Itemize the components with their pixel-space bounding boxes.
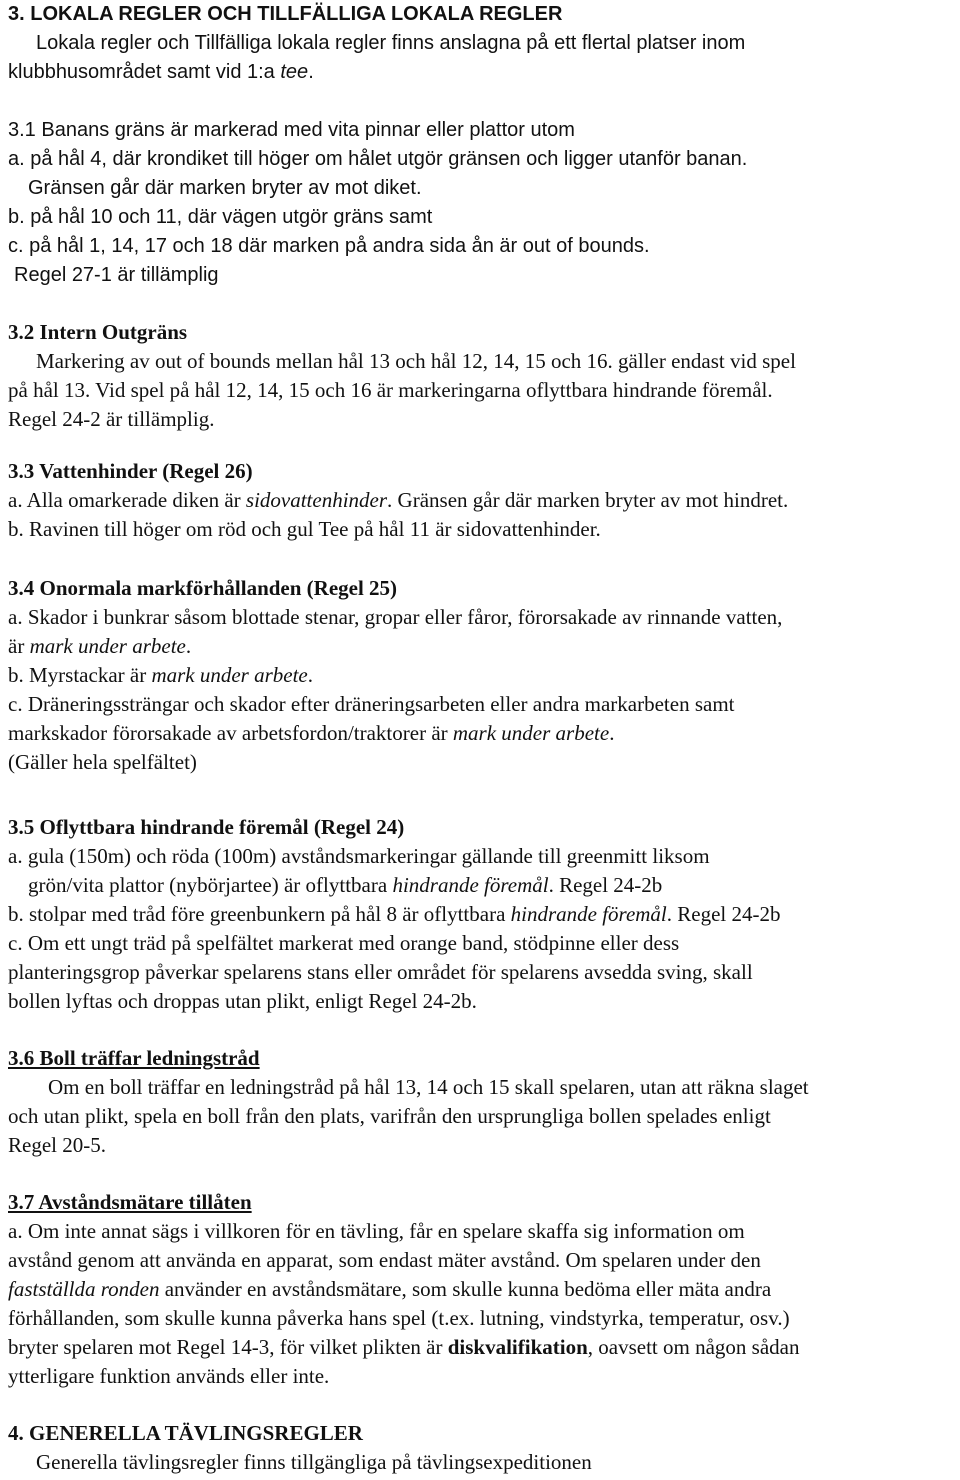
rule-3-4-item-b: b. Myrstackar är mark under arbete. [8,663,314,687]
rule-3-1-item-b: b. på hål 10 och 11, där vägen utgör gräns samt [8,206,433,228]
rule-3-7-line-3: fastställda ronden använder en avståndsmätare, som skulle kunna bedöma eller mäta andra [8,1277,772,1301]
rule-3-7-line-6: ytterligare funktion används eller inte. [8,1364,330,1388]
rule-3-1-heading: 3.1 Banans gräns [8,119,165,141]
rule-3-5-item-a: a. gula (150m) och röda (100m) avståndsmarkeringar gällande till greenmitt liksom [8,844,710,868]
rule-3-7-line-2: avstånd genom att använda en apparat, som endast mäter avstånd. Om spelaren under den [8,1248,761,1272]
rule-3-5-item-c-line-2: planteringsgrop påverkar spelarens stans eller området för spelarens avsedda sving, skall [8,960,753,984]
rule-3-1-item-a: a. på hål 4, där krondiket till höger om hålet utgör gränsen och ligger utanför banan. [8,148,748,170]
rule-3-6-line-3: Regel 20-5. [8,1133,106,1157]
rule-3-2-line-2: på hål 13. Vid spel på hål 12, 14, 15 och 16 är markeringarna oflyttbara hindrande föremål. [8,378,773,402]
rule-3-5-item-c-line-3: bollen lyftas och droppas utan plikt, enligt Regel 24-2b. [8,989,477,1013]
section-3-intro-line-2: klubbhusområdet samt vid 1:a tee. [8,61,314,83]
rule-3-2-line-3: Regel 24-2 är tillämplig. [8,407,215,431]
rule-3-4-item-a: a. Skador i bunkrar såsom blottade stenar, gropar eller fåror, förorsakade av rinnande vatten, [8,605,783,629]
rule-3-3-item-b: b. Ravinen till höger om röd och gul Tee på hål 11 är sidovattenhinder. [8,517,601,541]
rule-3-4-note: (Gäller hela spelfältet) [8,750,197,774]
rule-3-6-heading: 3.6 Boll träffar ledningstråd [8,1046,260,1070]
rule-3-7-line-1: a. Om inte annat sägs i villkoren för en tävling, får en spelare skaffa sig information om [8,1219,745,1243]
rule-3-1-item-a-cont: Gränsen går där marken bryter av mot diket. [28,177,422,199]
rule-3-4-heading: 3.4 Onormala markförhållanden (Regel 25) [8,576,398,600]
rule-3-5-heading: 3.5 Oflyttbara hindrande föremål (Regel 24) [8,815,405,839]
rule-3-3-item-a: a. Alla omarkerade diken är sidovattenhinder. Gränsen går där marken bryter av mot hindret. [8,488,789,512]
rule-3-4-item-c: c. Dräneringssträngar och skador efter dräneringsarbeten eller andra markarbeten samt [8,692,735,716]
rule-3-6-line-1: Om en boll träffar en ledningstråd på hål 13, 14 och 15 skall spelaren, utan att räkna slaget [48,1075,809,1099]
rule-3-5-item-c: c. Om ett ungt träd på spelfältet markerat med orange band, stödpinne eller dess [8,931,680,955]
rule-3-1-line-1: 3.1 Banans gräns är markerad med vita pinnar eller plattor utom [8,119,575,141]
rule-3-2-heading: 3.2 Intern Outgräns [8,320,188,344]
rule-3-4-item-c-cont: markskador förorsakade av arbetsfordon/traktorer är mark under arbete. [8,721,615,745]
rule-3-7-heading: 3.7 Avståndsmätare tillåten [8,1190,252,1214]
rule-3-2-line-1: Markering av out of bounds mellan hål 13 och hål 12, 14, 15 och 16. gäller endast vid spel [36,349,796,373]
section-3-heading: 3. LOKALA REGLER OCH TILLFÄLLIGA LOKALA REGLER [8,3,563,25]
rule-3-1-item-c: c. på hål 1, 14, 17 och 18 där marken på andra sida ån är out of bounds. [8,235,650,257]
rule-3-5-item-a-cont: grön/vita plattor (nybörjartee) är oflyttbara hindrande föremål. Regel 24-2b [28,873,663,897]
section-4-heading: 4. GENERELLA TÄVLINGSREGLER [8,1421,363,1445]
rule-3-7-line-4: förhållanden, som skulle kunna påverka hans spel (t.ex. lutning, vindstyrka, temperatur, osv.) [8,1306,790,1330]
section-3-intro-line-1: Lokala regler och Tillfälliga lokala regler finns anslagna på ett flertal platser inom [36,32,746,54]
section-4-line-1: Generella tävlingsregler finns tillgängliga på tävlingsexpeditionen [36,1450,592,1474]
rule-3-4-item-a-cont: är mark under arbete. [8,634,192,658]
rule-3-6-line-2: och utan plikt, spela en boll från den plats, varifrån den ursprungliga bollen spelades enligt [8,1104,771,1128]
rule-3-5-item-b: b. stolpar med tråd före greenbunkern på hål 8 är oflyttbara hindrande föremål. Regel 24-2b [8,902,781,926]
rule-3-1-note: Regel 27-1 är tillämplig [14,264,219,286]
rule-3-3-heading: 3.3 Vattenhinder (Regel 26) [8,459,253,483]
rule-3-7-line-5: bryter spelaren mot Regel 14-3, för vilket plikten är diskvalifikation, oavsett om någon sådan [8,1335,800,1359]
